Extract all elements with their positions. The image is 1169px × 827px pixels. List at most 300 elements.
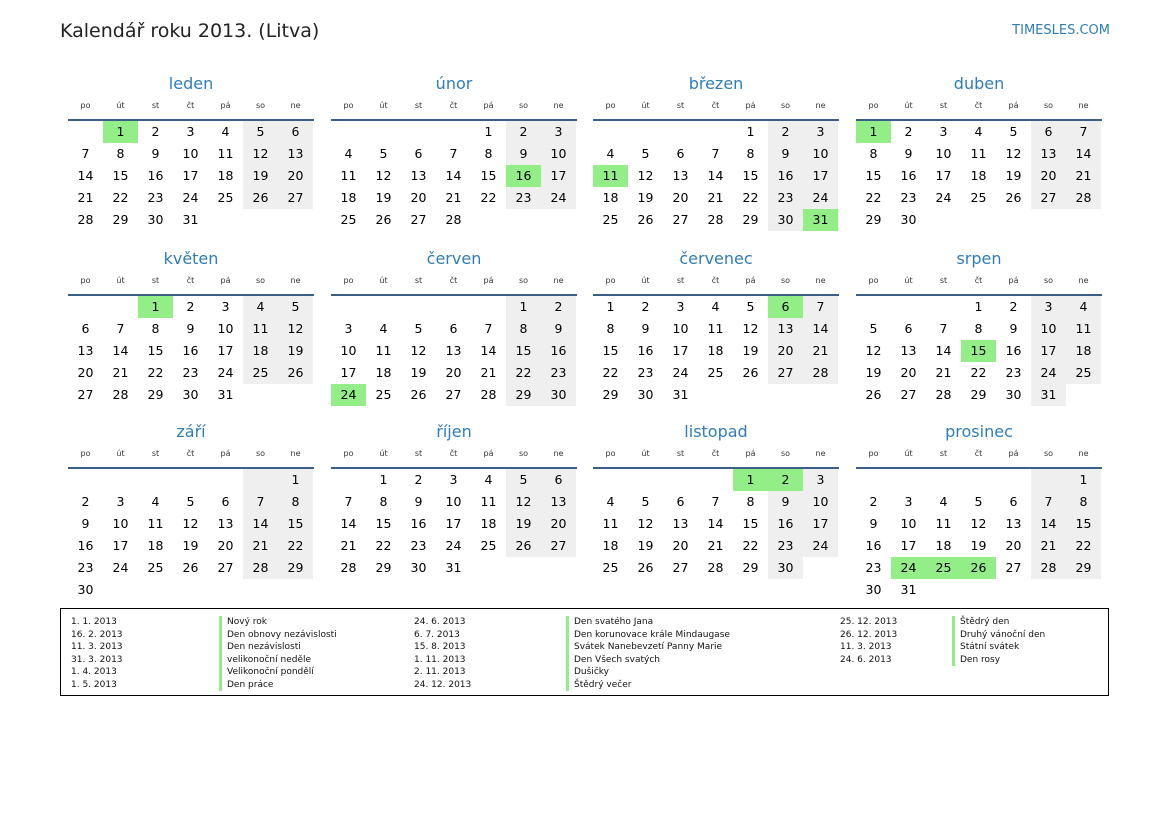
legend-holiday-name: Den korunovace krále Mindaugase bbox=[566, 629, 730, 642]
holiday-day: 16 bbox=[506, 165, 541, 187]
legend-row bbox=[71, 616, 337, 629]
calendar-day: 2 bbox=[506, 121, 541, 143]
holiday-day: 11 bbox=[593, 165, 628, 187]
calendar-day: 10 bbox=[803, 491, 838, 513]
calendar-day: 21 bbox=[480, 365, 497, 380]
empty-day bbox=[663, 469, 698, 491]
calendar-day: 12 bbox=[375, 168, 392, 183]
month-name: listopad bbox=[684, 422, 748, 441]
empty-day bbox=[68, 121, 103, 143]
calendar-day: 16 bbox=[182, 343, 199, 358]
empty-day bbox=[436, 296, 471, 318]
calendar-day: 4 bbox=[379, 321, 388, 336]
weekday-label: čt bbox=[711, 449, 720, 458]
day-grid bbox=[593, 469, 838, 579]
calendar-day: 7 bbox=[711, 146, 720, 161]
weekday-header bbox=[68, 447, 314, 469]
calendar-day: 18 bbox=[243, 340, 278, 362]
calendar-day: 8 bbox=[506, 318, 541, 340]
calendar-day: 12 bbox=[243, 143, 278, 165]
holiday-day: 1 bbox=[138, 296, 173, 318]
month-name: září bbox=[176, 422, 206, 441]
calendar-day: 18 bbox=[480, 516, 497, 531]
holiday-day: 15 bbox=[961, 340, 996, 362]
weekday-header bbox=[856, 447, 1102, 469]
weekday-label: út bbox=[641, 101, 650, 110]
weekday-label: pá bbox=[220, 276, 231, 285]
calendar-day: 3 bbox=[803, 469, 838, 491]
holiday-day: 1 bbox=[733, 469, 768, 491]
weekday-label: ne bbox=[815, 276, 826, 285]
calendar-day: 9 bbox=[904, 146, 913, 161]
calendar-day: 29 bbox=[742, 212, 759, 227]
weekday-label: so bbox=[780, 101, 791, 110]
calendar-day: 4 bbox=[606, 494, 615, 509]
calendar-day: 30 bbox=[900, 212, 917, 227]
empty-day bbox=[68, 296, 103, 318]
calendar-day: 3 bbox=[449, 472, 458, 487]
calendar-day: 22 bbox=[742, 538, 759, 553]
site-link[interactable]: TIMESLES.COM bbox=[1012, 23, 1110, 38]
weekday-label: st bbox=[414, 449, 423, 458]
weekday-label: út bbox=[379, 101, 388, 110]
calendar-day: 13 bbox=[1031, 143, 1066, 165]
calendar-day: 16 bbox=[77, 538, 94, 553]
calendar-day: 27 bbox=[672, 212, 689, 227]
legend-holiday-name: Den rosy bbox=[952, 654, 1000, 667]
calendar-day: 15 bbox=[602, 343, 619, 358]
empty-day bbox=[663, 121, 698, 143]
month-leden bbox=[68, 73, 314, 231]
weekday-label: út bbox=[641, 449, 650, 458]
calendar-day: 15 bbox=[865, 168, 882, 183]
calendar-day: 28 bbox=[112, 387, 129, 402]
calendar-day: 10 bbox=[112, 516, 129, 531]
weekday-label: st bbox=[939, 276, 948, 285]
month-duben bbox=[856, 73, 1102, 231]
calendar-day: 29 bbox=[865, 212, 882, 227]
calendar-day: 30 bbox=[768, 557, 803, 579]
month-říjen bbox=[331, 421, 577, 579]
calendar-day: 23 bbox=[637, 365, 654, 380]
calendar-day: 9 bbox=[541, 318, 576, 340]
calendar-day: 6 bbox=[904, 321, 913, 336]
empty-day bbox=[961, 469, 996, 491]
calendar-day: 9 bbox=[641, 321, 650, 336]
calendar-day: 29 bbox=[506, 384, 541, 406]
calendar-day: 18 bbox=[217, 168, 234, 183]
calendar-day: 15 bbox=[278, 513, 313, 535]
calendar-day: 3 bbox=[116, 494, 125, 509]
month-name: únor bbox=[435, 74, 473, 93]
weekday-label: ne bbox=[553, 101, 564, 110]
calendar-day: 21 bbox=[243, 535, 278, 557]
calendar-day: 13 bbox=[768, 318, 803, 340]
weekday-label: čt bbox=[186, 449, 195, 458]
calendar-day: 23 bbox=[865, 560, 882, 575]
weekday-label: pá bbox=[745, 276, 756, 285]
calendar-day: 10 bbox=[900, 516, 917, 531]
calendar-day: 5 bbox=[243, 121, 278, 143]
calendar-day: 9 bbox=[81, 516, 90, 531]
calendar-day: 6 bbox=[278, 121, 313, 143]
legend-row bbox=[71, 629, 337, 642]
calendar-day: 13 bbox=[217, 516, 234, 531]
calendar-day: 25 bbox=[243, 362, 278, 384]
calendar-day: 29 bbox=[602, 387, 619, 402]
calendar-day: 13 bbox=[77, 343, 94, 358]
calendar-day: 20 bbox=[672, 538, 689, 553]
calendar-day: 16 bbox=[865, 538, 882, 553]
calendar-day: 18 bbox=[375, 365, 392, 380]
legend-date: 11. 3. 2013 bbox=[840, 642, 892, 652]
calendar-day: 19 bbox=[182, 538, 199, 553]
empty-day bbox=[401, 296, 436, 318]
legend-row bbox=[414, 616, 730, 629]
calendar-day: 4 bbox=[939, 494, 948, 509]
calendar-day: 19 bbox=[970, 538, 987, 553]
empty-day bbox=[471, 296, 506, 318]
calendar-day: 6 bbox=[1009, 494, 1018, 509]
legend-date: 16. 2. 2013 bbox=[71, 629, 123, 640]
calendar-day: 30 bbox=[1005, 387, 1022, 402]
calendar-day: 29 bbox=[147, 387, 164, 402]
empty-day bbox=[628, 121, 663, 143]
weekday-header bbox=[856, 274, 1102, 296]
calendar-day: 27 bbox=[672, 560, 689, 575]
calendar-day: 14 bbox=[707, 168, 724, 183]
calendar-day: 20 bbox=[1005, 538, 1022, 553]
calendar-day: 22 bbox=[278, 535, 313, 557]
empty-day bbox=[401, 121, 436, 143]
weekday-label: út bbox=[904, 101, 913, 110]
calendar-day: 12 bbox=[182, 516, 199, 531]
calendar-day: 9 bbox=[869, 516, 878, 531]
calendar-day: 21 bbox=[112, 365, 129, 380]
empty-day bbox=[436, 121, 471, 143]
calendar-day: 28 bbox=[935, 387, 952, 402]
legend-holiday-name: Svátek Nanebevzetí Panny Marie bbox=[566, 641, 722, 654]
calendar-day: 5 bbox=[379, 146, 388, 161]
weekday-label: út bbox=[379, 449, 388, 458]
legend-holiday-name: Druhý vánoční den bbox=[952, 629, 1045, 642]
calendar-day: 2 bbox=[186, 299, 195, 314]
weekday-label: pá bbox=[1008, 449, 1019, 458]
calendar-day: 7 bbox=[939, 321, 948, 336]
weekday-label: pá bbox=[1008, 276, 1019, 285]
calendar-day: 8 bbox=[869, 146, 878, 161]
calendar-day: 27 bbox=[1031, 187, 1066, 209]
calendar-day: 18 bbox=[340, 190, 357, 205]
calendar-day: 2 bbox=[1009, 299, 1018, 314]
month-name: prosinec bbox=[945, 422, 1013, 441]
calendar-day: 5 bbox=[186, 494, 195, 509]
weekday-label: po bbox=[605, 276, 616, 285]
calendar-day: 12 bbox=[637, 516, 654, 531]
legend-holiday-name: Štědrý den bbox=[952, 616, 1009, 629]
weekday-label: ne bbox=[815, 101, 826, 110]
calendar-day: 2 bbox=[904, 124, 913, 139]
legend-date: 2. 11. 2013 bbox=[414, 667, 466, 677]
calendar-day: 6 bbox=[1031, 121, 1066, 143]
legend-holiday-name: Státní svátek bbox=[952, 641, 1019, 654]
calendar-day: 19 bbox=[243, 165, 278, 187]
month-prosinec bbox=[856, 421, 1102, 601]
calendar-day: 5 bbox=[278, 296, 313, 318]
calendar-day: 27 bbox=[900, 387, 917, 402]
weekday-label: ne bbox=[290, 276, 301, 285]
calendar-day: 1 bbox=[506, 296, 541, 318]
calendar-day: 24 bbox=[217, 365, 234, 380]
weekday-label: čt bbox=[186, 276, 195, 285]
calendar-day: 10 bbox=[935, 146, 952, 161]
calendar-day: 11 bbox=[480, 494, 497, 509]
calendar-day: 10 bbox=[217, 321, 234, 336]
weekday-label: út bbox=[116, 276, 125, 285]
calendar-day: 23 bbox=[768, 535, 803, 557]
holiday-day: 1 bbox=[103, 121, 138, 143]
calendar-day: 5 bbox=[869, 321, 878, 336]
legend-holiday-name: Den práce bbox=[219, 679, 273, 692]
calendar-day: 28 bbox=[803, 362, 838, 384]
calendar-day: 23 bbox=[541, 362, 576, 384]
calendar-day: 2 bbox=[869, 494, 878, 509]
calendar-day: 26 bbox=[243, 187, 278, 209]
calendar-day: 25 bbox=[147, 560, 164, 575]
calendar-day: 16 bbox=[900, 168, 917, 183]
weekday-label: so bbox=[780, 449, 791, 458]
legend-row bbox=[840, 641, 1045, 654]
calendar-day: 23 bbox=[77, 560, 94, 575]
calendar-day: 18 bbox=[602, 538, 619, 553]
calendar-day: 26 bbox=[637, 212, 654, 227]
empty-day bbox=[891, 469, 926, 491]
calendar-day: 22 bbox=[506, 362, 541, 384]
holiday-day: 26 bbox=[961, 557, 996, 579]
empty-day bbox=[1031, 469, 1066, 491]
calendar-day: 28 bbox=[707, 560, 724, 575]
calendar-day: 26 bbox=[278, 362, 313, 384]
weekday-header bbox=[68, 99, 314, 121]
calendar-day: 19 bbox=[410, 365, 427, 380]
calendar-day: 16 bbox=[1005, 343, 1022, 358]
calendar-day: 18 bbox=[602, 190, 619, 205]
calendar-day: 21 bbox=[707, 538, 724, 553]
calendar-day: 6 bbox=[414, 146, 423, 161]
legend-date: 1. 4. 2013 bbox=[71, 667, 117, 677]
calendar-day: 26 bbox=[506, 535, 541, 557]
calendar-day: 30 bbox=[147, 212, 164, 227]
calendar-day: 18 bbox=[147, 538, 164, 553]
calendar-day: 17 bbox=[935, 168, 952, 183]
weekday-label: ne bbox=[290, 449, 301, 458]
calendar-day: 22 bbox=[865, 190, 882, 205]
legend-holiday-name: Den Všech svatých bbox=[566, 654, 660, 667]
calendar-day: 18 bbox=[1066, 340, 1101, 362]
calendar-day: 2 bbox=[641, 299, 650, 314]
calendar-day: 18 bbox=[970, 168, 987, 183]
calendar-day: 11 bbox=[243, 318, 278, 340]
weekday-label: so bbox=[518, 276, 529, 285]
calendar-day: 4 bbox=[1066, 296, 1101, 318]
calendar-day: 5 bbox=[641, 146, 650, 161]
calendar-day: 24 bbox=[112, 560, 129, 575]
calendar-day: 30 bbox=[410, 560, 427, 575]
legend-holiday-name: Den obnovy nezávislosti bbox=[219, 629, 337, 642]
calendar-day: 2 bbox=[768, 121, 803, 143]
calendar-day: 7 bbox=[484, 321, 493, 336]
weekday-label: po bbox=[868, 449, 879, 458]
calendar-day: 20 bbox=[410, 190, 427, 205]
calendar-day: 19 bbox=[375, 190, 392, 205]
calendar-day: 8 bbox=[379, 494, 388, 509]
calendar-day: 12 bbox=[742, 321, 759, 336]
calendar-day: 1 bbox=[974, 299, 983, 314]
calendar-day: 24 bbox=[1031, 362, 1066, 384]
calendar-day: 6 bbox=[676, 494, 685, 509]
calendar-day: 25 bbox=[1066, 362, 1101, 384]
calendar-day: 28 bbox=[77, 212, 94, 227]
calendar-day: 3 bbox=[344, 321, 353, 336]
calendar-day: 15 bbox=[742, 516, 759, 531]
weekday-label: st bbox=[414, 101, 423, 110]
calendar-day: 21 bbox=[935, 365, 952, 380]
calendar-day: 21 bbox=[1066, 165, 1101, 187]
calendar-day: 13 bbox=[541, 491, 576, 513]
legend-row bbox=[71, 666, 337, 679]
weekday-header bbox=[331, 99, 577, 121]
legend-date: 1. 11. 2013 bbox=[414, 654, 466, 665]
calendar-day: 23 bbox=[900, 190, 917, 205]
calendar-day: 19 bbox=[637, 190, 654, 205]
calendar-day: 12 bbox=[637, 168, 654, 183]
calendar-day: 15 bbox=[375, 516, 392, 531]
calendar-day: 20 bbox=[1031, 165, 1066, 187]
calendar-day: 15 bbox=[742, 168, 759, 183]
calendar-day: 17 bbox=[340, 365, 357, 380]
calendar-day: 25 bbox=[375, 387, 392, 402]
holiday-day: 6 bbox=[768, 296, 803, 318]
day-grid bbox=[856, 296, 1101, 406]
calendar-day: 4 bbox=[151, 494, 160, 509]
weekday-label: st bbox=[151, 101, 160, 110]
calendar-day: 7 bbox=[243, 491, 278, 513]
weekday-label: st bbox=[151, 276, 160, 285]
weekday-label: út bbox=[116, 449, 125, 458]
legend-date: 26. 12. 2013 bbox=[840, 629, 898, 640]
weekday-label: ne bbox=[1078, 449, 1089, 458]
calendar-day: 5 bbox=[414, 321, 423, 336]
calendar-day: 10 bbox=[803, 143, 838, 165]
month-name: květen bbox=[163, 249, 219, 268]
calendar-day: 12 bbox=[865, 343, 882, 358]
calendar-day: 6 bbox=[449, 321, 458, 336]
calendar-day: 22 bbox=[112, 190, 129, 205]
empty-day bbox=[698, 121, 733, 143]
weekday-label: so bbox=[780, 276, 791, 285]
calendar-day: 24 bbox=[445, 538, 462, 553]
calendar-day: 29 bbox=[278, 557, 313, 579]
calendar-day: 23 bbox=[410, 538, 427, 553]
month-listopad bbox=[593, 421, 839, 579]
month-name: březen bbox=[688, 74, 744, 93]
legend-date: 6. 7. 2013 bbox=[414, 629, 460, 640]
calendar-day: 11 bbox=[340, 168, 357, 183]
calendar-day: 10 bbox=[672, 321, 689, 336]
calendar-day: 7 bbox=[1066, 121, 1101, 143]
empty-day bbox=[996, 469, 1031, 491]
calendar-day: 27 bbox=[278, 187, 313, 209]
legend-holiday-name: Dušičky bbox=[566, 666, 609, 679]
calendar-day: 28 bbox=[243, 557, 278, 579]
calendar-day: 24 bbox=[182, 190, 199, 205]
day-grid bbox=[68, 469, 313, 601]
calendar-day: 23 bbox=[506, 187, 541, 209]
weekday-label: čt bbox=[449, 101, 458, 110]
legend-row bbox=[71, 679, 337, 692]
calendar-day: 27 bbox=[217, 560, 234, 575]
month-name: duben bbox=[953, 74, 1005, 93]
legend-date: 1. 1. 2013 bbox=[71, 617, 117, 627]
calendar-day: 28 bbox=[445, 212, 462, 227]
calendar-day: 13 bbox=[672, 168, 689, 183]
weekday-label: st bbox=[414, 276, 423, 285]
calendar-day: 9 bbox=[506, 143, 541, 165]
calendar-day: 5 bbox=[974, 494, 983, 509]
weekday-label: út bbox=[641, 276, 650, 285]
calendar-day: 12 bbox=[970, 516, 987, 531]
weekday-label: so bbox=[255, 276, 266, 285]
weekday-label: st bbox=[939, 449, 948, 458]
calendar-day: 15 bbox=[147, 343, 164, 358]
calendar-day: 14 bbox=[480, 343, 497, 358]
calendar-day: 8 bbox=[278, 491, 313, 513]
empty-day bbox=[68, 469, 103, 491]
calendar-day: 15 bbox=[480, 168, 497, 183]
legend-row bbox=[414, 629, 730, 642]
calendar-day: 1 bbox=[1066, 469, 1101, 491]
calendar-day: 8 bbox=[606, 321, 615, 336]
calendar-day: 2 bbox=[81, 494, 90, 509]
calendar-day: 21 bbox=[707, 190, 724, 205]
month-name: leden bbox=[168, 74, 214, 93]
weekday-label: po bbox=[868, 276, 879, 285]
calendar-day: 21 bbox=[77, 190, 94, 205]
calendar-day: 17 bbox=[541, 165, 576, 187]
calendar-day: 31 bbox=[672, 387, 689, 402]
calendar-day: 20 bbox=[541, 513, 576, 535]
calendar-day: 31 bbox=[445, 560, 462, 575]
empty-day bbox=[856, 296, 891, 318]
calendar-day: 20 bbox=[278, 165, 313, 187]
weekday-label: pá bbox=[483, 101, 494, 110]
weekday-header bbox=[331, 274, 577, 296]
calendar-day: 29 bbox=[742, 560, 759, 575]
calendar-day: 31 bbox=[1031, 384, 1066, 406]
calendar-day: 26 bbox=[410, 387, 427, 402]
legend-date: 1. 5. 2013 bbox=[71, 679, 117, 690]
calendar-day: 27 bbox=[445, 387, 462, 402]
month-name: srpen bbox=[956, 249, 1002, 268]
day-grid bbox=[856, 469, 1101, 601]
calendar-day: 10 bbox=[1031, 318, 1066, 340]
month-červen bbox=[331, 248, 577, 406]
legend-holiday-name: Velikonoční pondělí bbox=[219, 666, 314, 679]
day-grid bbox=[331, 296, 576, 406]
weekday-label: st bbox=[151, 449, 160, 458]
empty-day bbox=[926, 296, 961, 318]
calendar-day: 8 bbox=[746, 146, 755, 161]
